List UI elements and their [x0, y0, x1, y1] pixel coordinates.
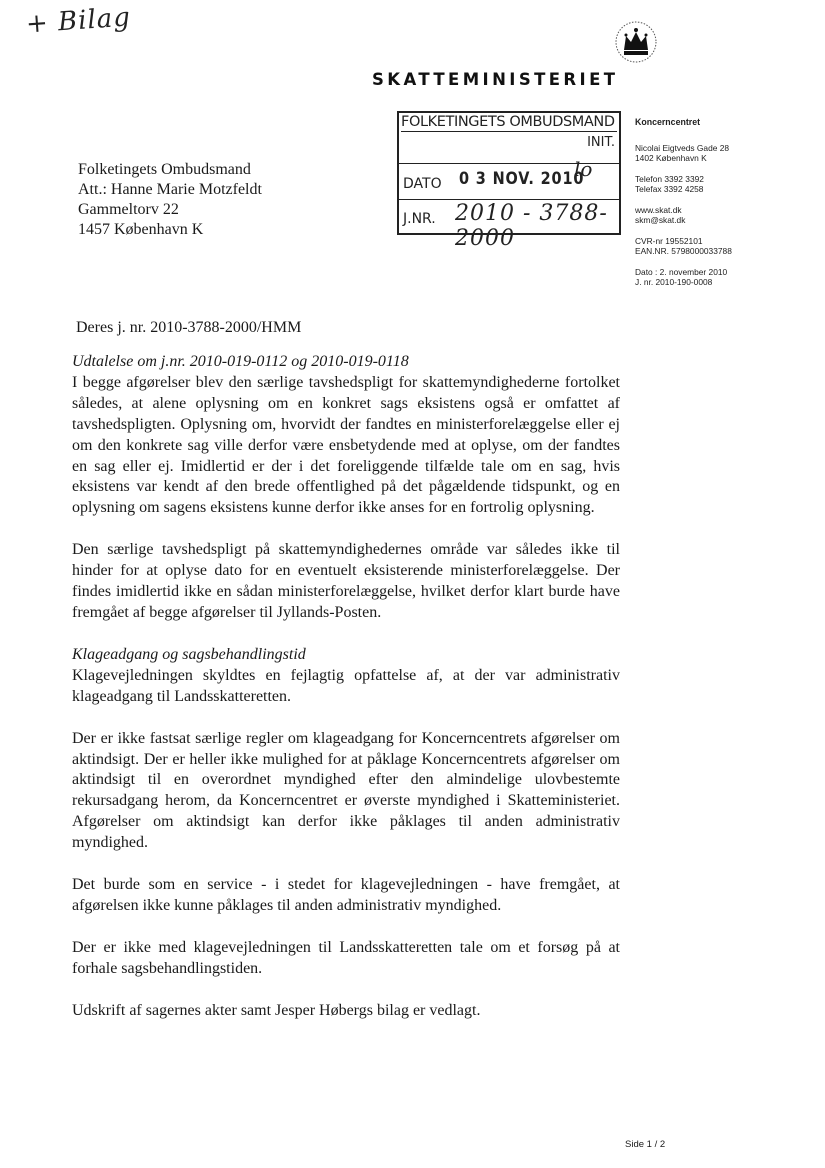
paragraph: Klagevejledningen skyldtes en fejlagtig opfattelse af, at der var administrativ klageadgang til Landsskatteretten. — [72, 666, 620, 705]
sender-email: skm@skat.dk — [635, 215, 686, 225]
sender-department: Koncerncentret — [635, 117, 701, 127]
sender-cvr: CVR-nr 19552101 — [635, 235, 703, 246]
stamp-divider — [399, 199, 619, 200]
stamp-jnr: 2010 - 3788-2000 — [455, 201, 608, 251]
recipient-line: Gammeltorv 22 — [78, 201, 179, 218]
sender-city: 1402 København K — [635, 153, 707, 163]
stamp-dato-label: DATO — [403, 176, 442, 192]
recipient-line: 1457 København K — [78, 221, 204, 238]
paragraph: Der er ikke fastsat særlige regler om klageadgang for Koncerncentrets afgørelser om aktindsigt. Der er heller ikke mulighed for at påklage Koncerncentrets afgørelser om aktindsigt til en overordnet myndighed efter den almindelige ulovbestemte rekursadgang herom, da Koncerncentret er øverste myndighed i Skatteministeriet. Afgørelser om aktindsigt kan derfor ikke påklages til anden administrativ myndighed. — [72, 729, 620, 852]
letter-date: Dato : 2. november 2010 — [635, 266, 728, 277]
recipient-line: Folketingets Ombudsmand — [78, 161, 251, 178]
letter-body — [72, 352, 620, 1022]
section-heading: Klageadgang og sagsbehandlingstid — [72, 645, 306, 663]
crown-logo-icon — [614, 20, 658, 64]
paragraph: Den særlige tavshedspligt på skattemyndighedernes område var således ikke til hinder for at oplyse dato for en eventuelt eksisterende ministerforelæggelse. Der findes imidlertid ikke en sådan ministerforelæggelse, hvilket derfor klart burde have fremgået af begge afgørelser til Jyllands-Posten. — [72, 541, 620, 621]
recipient-line: Att.: Hanne Marie Motzfeldt — [78, 181, 262, 198]
sender-website: www.skat.dk — [635, 204, 682, 215]
letter-jnr: J. nr. 2010-190-0008 — [635, 277, 713, 287]
sender-street: Nicolai Eigtveds Gade 28 — [635, 142, 730, 153]
handwritten-note: + Bilag — [25, 2, 132, 40]
stamp-date: 0 3 NOV. 2010 — [459, 169, 585, 189]
recipient-address — [78, 160, 262, 240]
paragraph: Der er ikke med klagevejledningen til Landsskatteretten tale om et forsøg på at forhale sagsbehandlingstiden. — [72, 938, 620, 977]
page-number: Side 1 / 2 — [625, 1139, 666, 1150]
sender-info — [635, 117, 815, 288]
paragraph: Det burde som en service - i stedet for klagevejledningen - have fremgået, at afgørelsen ikke kunne påklages til anden administrativ myndighed. — [72, 876, 620, 914]
sender-fax: Telefax 3392 4258 — [635, 184, 704, 194]
stamp-init-label: INIT. — [587, 135, 615, 150]
reference-line: Deres j. nr. 2010-3788-2000/HMM — [76, 319, 302, 336]
stamp-title: FOLKETINGETS OMBUDSMAND — [401, 114, 617, 132]
sender-ean: EAN.NR. 5798000033788 — [635, 246, 732, 256]
received-stamp — [397, 111, 621, 251]
paragraph: Udskrift af sagernes akter samt Jesper Høbergs bilag er vedlagt. — [72, 1001, 481, 1019]
stamp-initials: lo — [574, 157, 593, 181]
sender-phone: Telefon 3392 3392 — [635, 173, 704, 184]
stamp-jnr-label: J.NR. — [403, 211, 436, 227]
brand-wordmark: SKATTEMINISTERIET — [372, 70, 619, 89]
paragraph: I begge afgørelser blev den særlige tavshedspligt for skattemyndighederne fortolket således, at alene oplysning om en konkret sags eksistens også er omfattet af tavshedspligten. Oplysning om, hvorvidt der fandtes en ministerforelæggelse eller ej om den konkrete sag ville derfor være ensbetydende med at oplyse, om der fandtes en sag eller ej. Imidlertid er der i det foreliggende tilfælde tale om en sag, hvis eksistens var kendt af den brede offentlighed på det pågældende tidspunkt, og en oplysning om sagens eksistens kunne derfor ikke anses for en fortrolig oplysning. — [72, 373, 620, 517]
section-heading: Udtalelse om j.nr. 2010-019-0112 og 2010-019-0118 — [72, 353, 409, 370]
